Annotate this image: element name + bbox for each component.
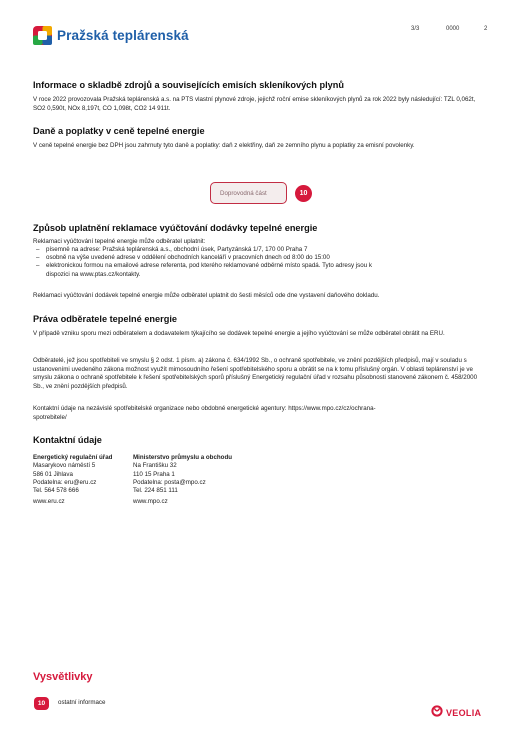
supplement-label [210,182,287,204]
list-item: – elektronickou formou na emailové adrese referenta, pod kterého reklamované odběrné místo spadá. Tyto adresy jsou k dispozici na www.ptas.cz/kontakty. [36,262,386,278]
rights-paragraph-1: V případě vzniku sporu mezi odběratelem a dodavatelem týkajícího se dodávek tepelné energie a jejího vyúčtování se může odběratel obrátit na ERU. [33,330,445,337]
logo-mark-icon [33,26,52,45]
rights-title: Práva odběratele tepelné energie [33,314,177,324]
legend-badge: 10 [34,697,49,710]
taxes-text: V ceně tepelné energie bez DPH jsou zahrnuty tyto daně a poplatky: daň z elektřiny, daň ze zemního plynu a poplatky za emisní povolenky. [33,142,415,149]
veolia-mark-icon [431,704,443,722]
complaints-intro: Reklamaci vyúčtování tepelné energie může odběratel uplatnit: [33,238,206,245]
contact-eru-name: Energetický regulační úřad [33,454,113,461]
contact-mpo-city: 110 15 Praha 1 [133,470,175,478]
contacts-title: Kontaktní údaje [33,435,102,445]
taxes-title: Daně a poplatky v ceně tepelné energie [33,126,205,136]
contact-mpo-phone: Tel. 224 851 111 [133,487,178,495]
company-logo [33,26,189,45]
veolia-brand: VEOLIA [446,708,482,718]
complaints-title: Způsob uplatnění reklamace vyúčtování dodávky tepelné energie [33,223,318,233]
rights-paragraph-3: Kontaktní údaje na nezávislé spotřebitelské organizace nebo obdobné energetické agentury: https://www.mpo.cz/cz/ochrana-spotrebitele/ [33,405,376,421]
emissions-text: V roce 2022 provozovala Pražská teplárenská a.s. na PTS vlastní plynové zdroje, jejichž roční emise skleníkových plynů za rok 2022 byly následující: TZL 0,062t, SO2 0,590t, NOx 8,197t, CO 1,098t, CO2 14 911t. [33,96,476,112]
contact-mpo-name: Ministerstvo průmyslu a obchodu [133,454,233,461]
contact-eru-web: www.eru.cz [33,498,65,506]
contact-eru-city: 586 01 Jihlava [33,470,73,478]
contact-eru-phone: Tel. 564 578 666 [33,487,79,495]
document-code: 0000 [446,26,460,32]
list-item: – osobně na výše uvedené adrese v oddělení obchodních kanceláří v pracovních dnech od 8:00 do 15:00 [36,254,386,262]
rights-paragraph-2: Odběratelé, jež jsou spotřebiteli ve smyslu § 2 odst. 1 písm. a) zákona č. 634/1992 Sb., o ochraně spotřebitele, ve znění pozdějších předpisů, mají v souladu s ustanoveními uvedeného zákona možnost využít mimosoudního řešení spotřebitelského sporu a obrátit se na k tomu příslušný orgán. V oblasti teplárenství je ve smyslu zákona o ochraně spotřebitele k řešení spotřebitelských sporů příslušný Energetický regulační úřad v rozsahu působnosti stanovené zákonem č. 458/2000 Sb., ve znění pozdějších předpisů. [33,357,478,390]
contact-mpo-street: Na Františku 32 [133,462,177,470]
veolia-logo [431,704,481,722]
company-name: Pražská teplárenská [57,28,189,43]
legend-label: ostatní informace [58,699,106,706]
contact-mpo-web: www.mpo.cz [133,498,168,506]
complaints-note: Reklamaci vyúčtování dodávek tepelné energie může odběratel uplatnit do šesti měsíců ode dne vystavení daňového dokladu. [33,292,380,299]
contact-eru-email: Podatelna: eru@eru.cz [33,478,97,486]
page-indicator: 3/3 [411,26,420,32]
contact-mpo-email: Podatelna: posta@mpo.cz [133,478,206,486]
emissions-title: Informace o skladbě zdrojů a souvisejících emisích skleníkových plynů [33,80,344,90]
contact-mpo [133,454,283,507]
contact-eru-street: Masarykovo náměstí 5 [33,462,96,470]
list-item: – písemně na adrese: Pražská teplárenská a.s., obchodní úsek, Partyzánská 1/7, 170 00 Praha 7 [36,246,386,254]
supplement-label-text: Doprovodná část [220,189,267,197]
document-version: 2 [484,26,488,32]
contact-eru [33,454,133,507]
supplement-badge: 10 [295,185,312,202]
complaints-list [36,246,386,279]
legend-title: Vysvětlivky [33,671,93,683]
